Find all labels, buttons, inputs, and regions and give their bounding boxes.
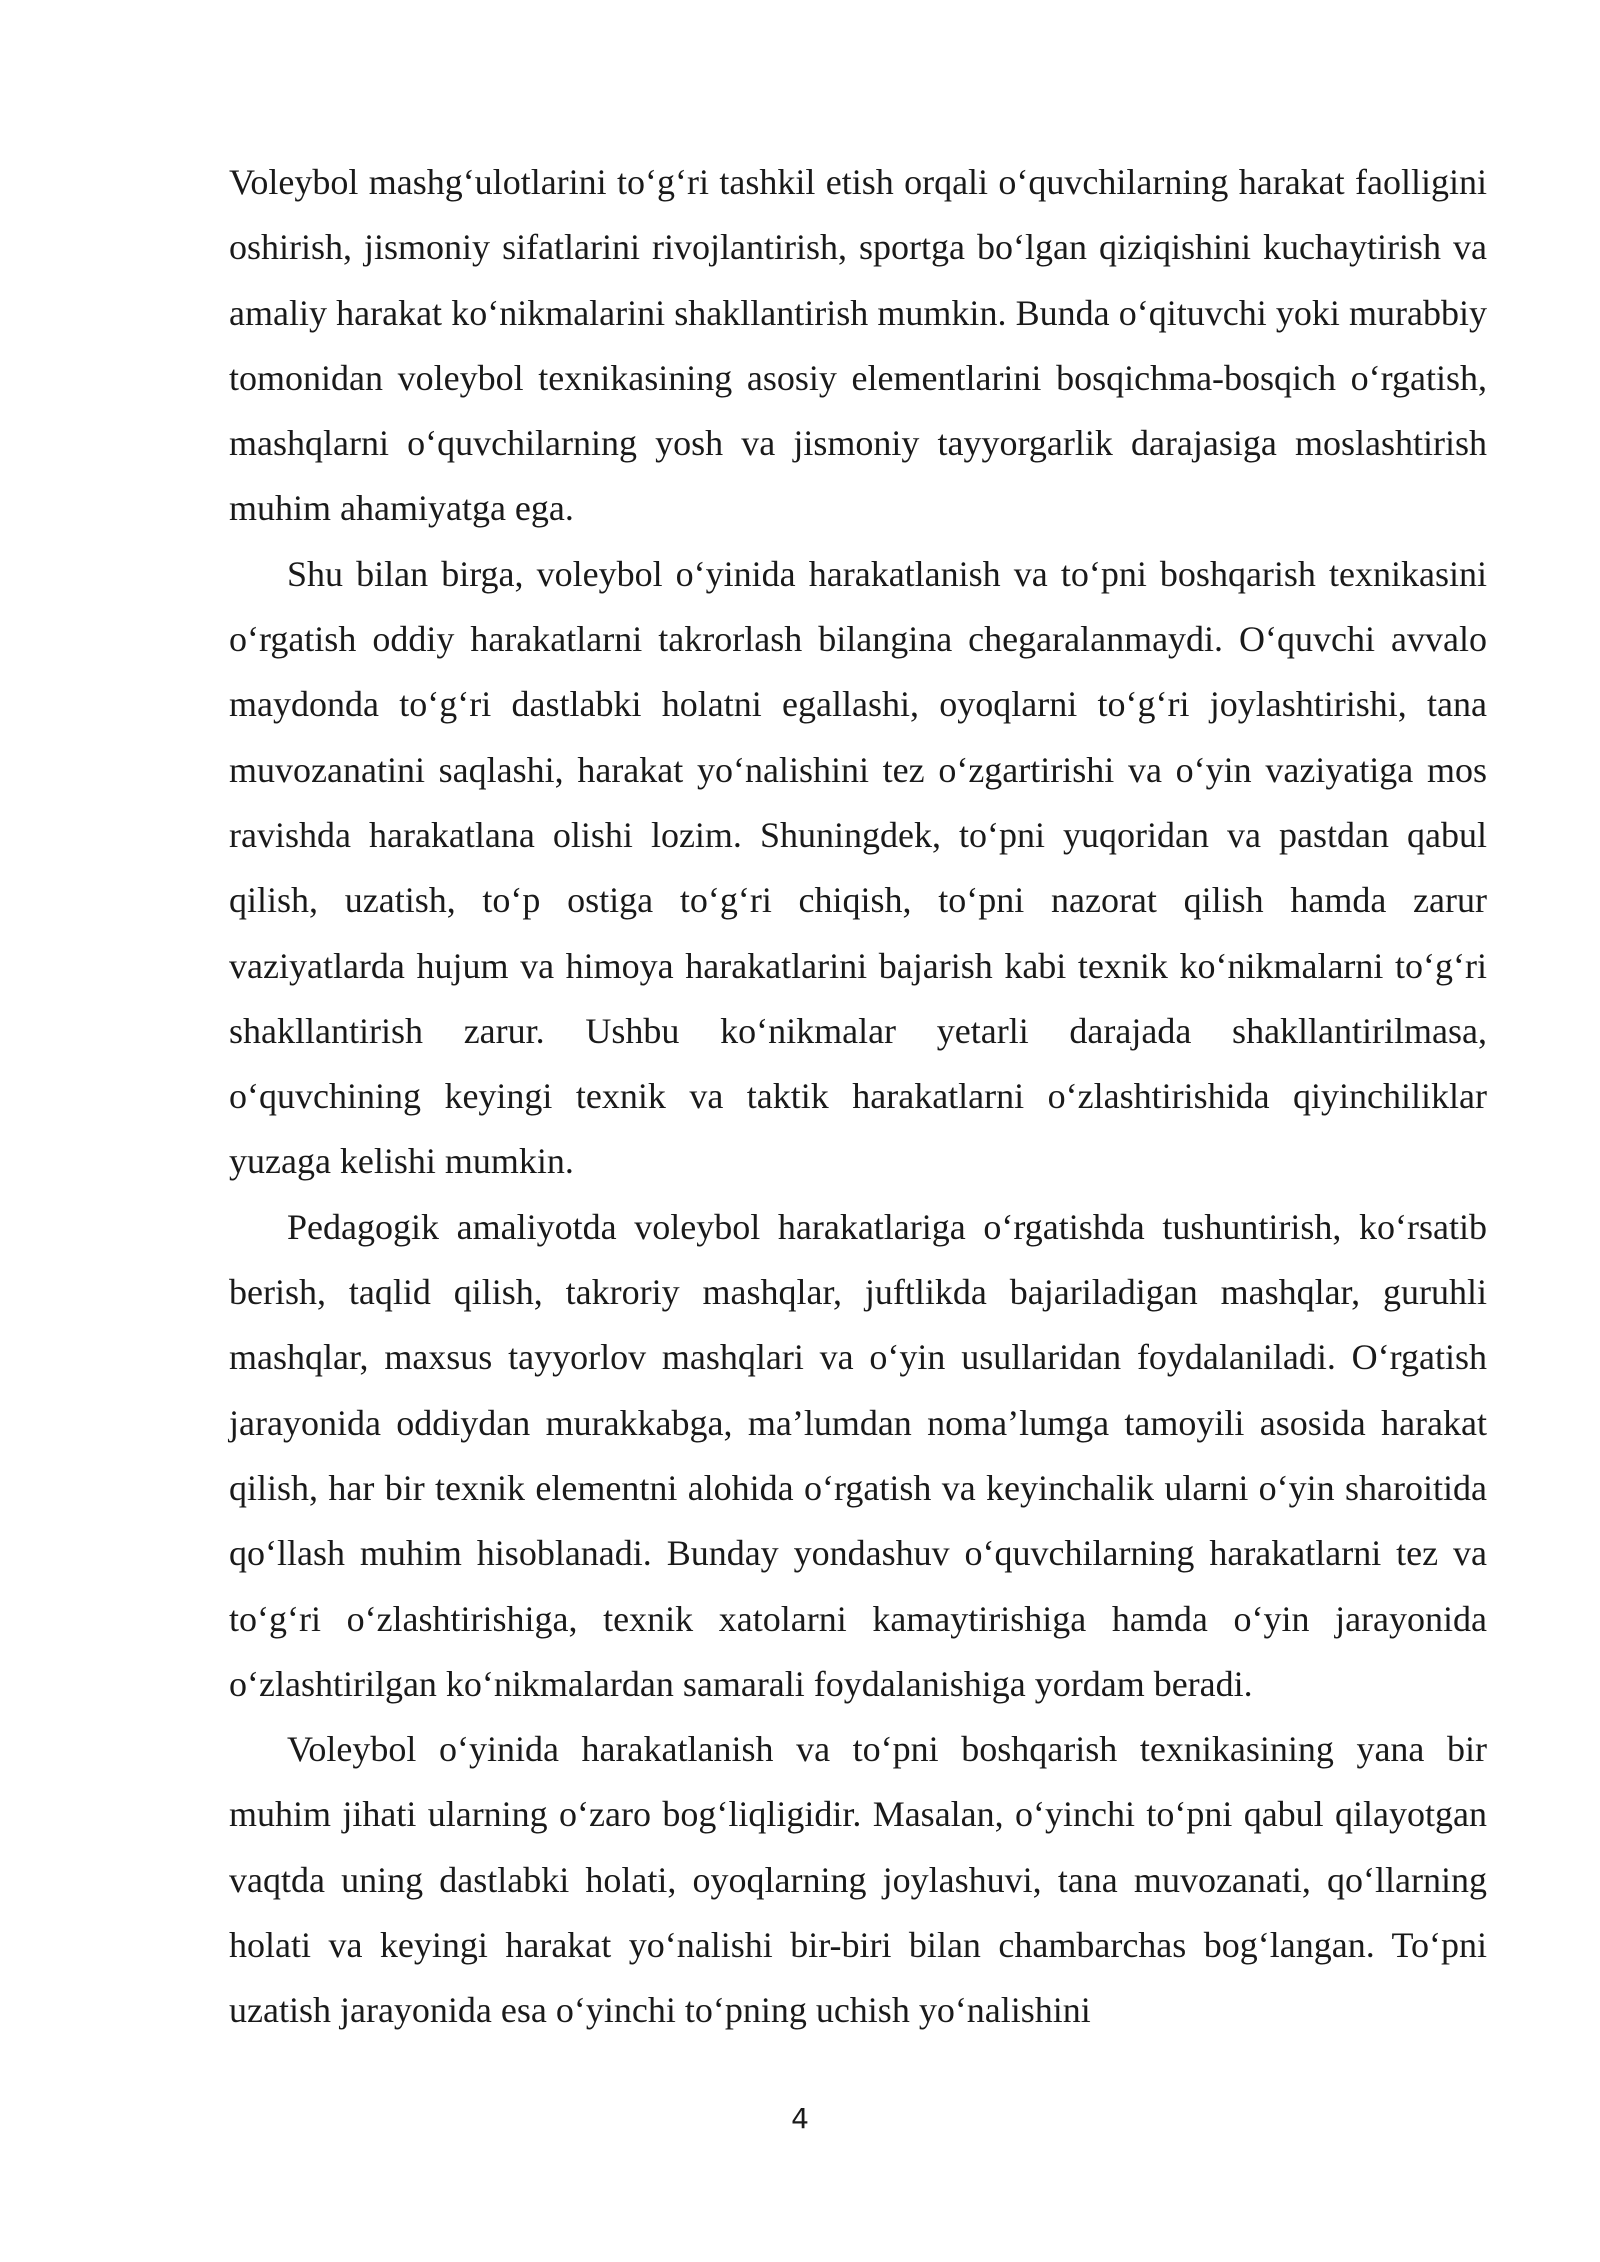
paragraph-3: Pedagogik amaliyotda voleybol harakatlariga o‘rgatishda tushuntirish, ko‘rsatib berish, taqlid qilish, takroriy mashqlar, juftlikda bajariladigan mashqlar, guruhli mashqlar, maxsus tayyorlov mashqlari va o‘yin usullaridan foydalaniladi. O‘rgatish jarayonida oddiydan murakkabga, ma’lumdan noma’lumga tamoyili asosida harakat qilish, har bir texnik elementni alohida o‘rgatish va keyinchalik ularni o‘yin sharoitida qo‘llash muhim hisoblanadi. Bunday yondashuv o‘quvchilarning harakatlarni tez va to‘g‘ri o‘zlashtirishiga, texnik xatolarni kamaytirishiga hamda o‘yin jarayonida o‘zlashtirilgan ko‘nikmalardan samarali foydalanishiga yordam beradi.	[229, 1206, 1487, 1704]
paragraph-2: Shu bilan birga, voleybol o‘yinida harakatlanish va to‘pni boshqarish texnikasini o‘rgatish oddiy harakatlarni takrorlash bilangina chegaralanmaydi. O‘quvchi avvalo maydonda to‘g‘ri dastlabki holatni egallashi, oyoqlarni to‘g‘ri joylashtirishi, tana muvozanatini saqlashi, harakat yo‘nalishini tez o‘zgartirishi va o‘yin vaziyatiga mos ravishda harakatlana olishi lozim. Shuningdek, to‘pni yuqoridan va pastdan qabul qilish, uzatish, to‘p ostiga to‘g‘ri chiqish, to‘pni nazorat qilish hamda zarur vaziyatlarda hujum va himoya harakatlarini bajarish kabi texnik ko‘nikmalarni to‘g‘ri shakllantirish zarur. Ushbu ko‘nikmalar yetarli darajada shakllantirilmasa, o‘quvchining keyingi texnik va taktik harakatlarni o‘zlashtirishida qiyinchiliklar yuzaga kelishi mumkin.	[229, 553, 1487, 1182]
paragraph-4: Voleybol o‘yinida harakatlanish va to‘pni boshqarish texnikasining yana bir muhim jihati ularning o‘zaro bog‘liqligidir. Masalan, o‘yinchi to‘pni qabul qilayotgan vaqtda uning dastlabki holati, oyoqlarning joylashuvi, tana muvozanati, qo‘llarning holati va keyingi harakat yo‘nalishi bir-biri bilan chambarchas bog‘langan. To‘pni uzatish jarayonida esa o‘yinchi to‘pning uchish yo‘nalishini	[229, 1729, 1487, 2031]
paragraph-1: Voleybol mashg‘ulotlarini to‘g‘ri tashkil etish orqali o‘quvchilarning harakat faolligini oshirish, jismoniy sifatlarini rivojlantirish, sportga bo‘lgan qiziqishini kuchaytirish va amaliy harakat ko‘nikmalarini shakllantirish mumkin. Bunda o‘qituvchi yoki murabbiy tomonidan voleybol texnikasining asosiy elementlarini bosqichma-bosqich o‘rgatish, mashqlarni o‘quvchilarning yosh va jismoniy tayyorgarlik darajasiga moslashtirish muhim ahamiyatga ega.	[229, 162, 1487, 529]
page-number: 4	[791, 2102, 809, 2135]
document-body	[229, 150, 1487, 2044]
